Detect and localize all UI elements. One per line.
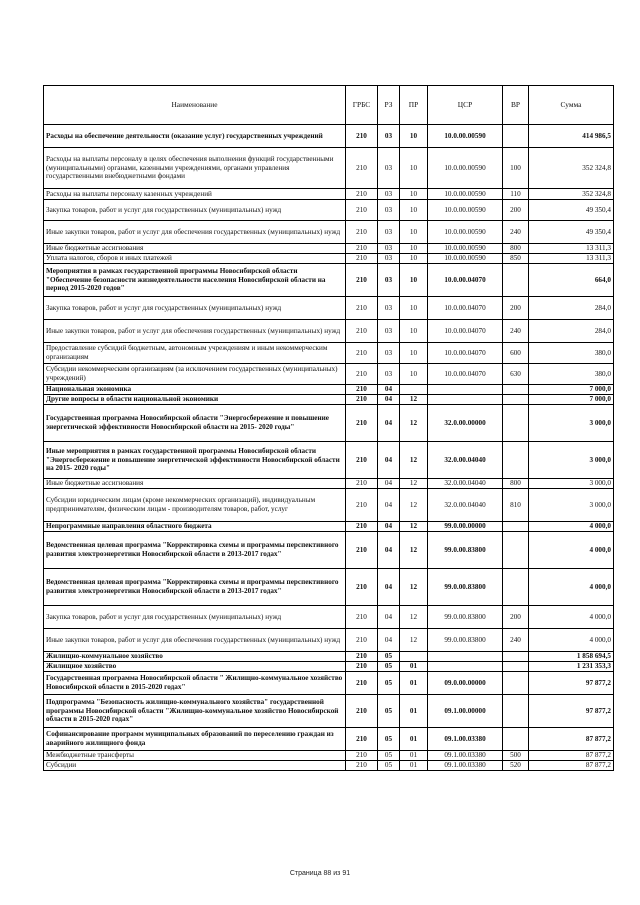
table-row bbox=[44, 297, 614, 320]
cell-grbs: 210 bbox=[346, 148, 378, 189]
cell-name: Расходы на обеспечение деятельности (оказание услуг) государственных учреждений bbox=[44, 125, 346, 148]
cell-sum: 284,0 bbox=[529, 297, 614, 320]
cell-rz: 04 bbox=[378, 405, 400, 442]
cell-vr: 800 bbox=[503, 244, 529, 254]
cell-pr: 01 bbox=[400, 662, 428, 672]
cell-vr bbox=[503, 125, 529, 148]
cell-csr: 10.0.00.04070 bbox=[428, 297, 503, 320]
cell-name: Субсидии bbox=[44, 761, 346, 771]
cell-csr: 32.0.00.00000 bbox=[428, 405, 503, 442]
cell-sum: 4 000,0 bbox=[529, 569, 614, 606]
cell-sum: 1 231 353,3 bbox=[529, 662, 614, 672]
cell-sum: 4 000,0 bbox=[529, 532, 614, 569]
cell-name: Закупка товаров, работ и услуг для государственных (муниципальных) нужд bbox=[44, 606, 346, 629]
cell-grbs: 210 bbox=[346, 405, 378, 442]
cell-vr bbox=[503, 442, 529, 479]
cell-grbs: 210 bbox=[346, 297, 378, 320]
cell-name: Иные бюджетные ассигнования bbox=[44, 479, 346, 489]
table-row bbox=[44, 264, 614, 297]
cell-rz: 04 bbox=[378, 479, 400, 489]
cell-grbs: 210 bbox=[346, 569, 378, 606]
cell-name: Закупка товаров, работ и услуг для государственных (муниципальных) нужд bbox=[44, 297, 346, 320]
cell-sum: 4 000,0 bbox=[529, 522, 614, 532]
cell-name: Непрограммные направления областного бюджета bbox=[44, 522, 346, 532]
cell-name: Расходы на выплаты персоналу в целях обеспечения выполнения функций государственными (муниципальными) органами, казенными учреждениями, органами управления государственными внебюджетными фондами bbox=[44, 148, 346, 189]
cell-csr: 99.0.00.83800 bbox=[428, 569, 503, 606]
cell-sum: 97 877,2 bbox=[529, 695, 614, 728]
cell-pr: 12 bbox=[400, 522, 428, 532]
cell-name: Жилищное хозяйство bbox=[44, 662, 346, 672]
cell-name: Иные закупки товаров, работ и услуг для обеспечения государственных (муниципальных) нужд bbox=[44, 629, 346, 652]
cell-sum: 1 858 694,5 bbox=[529, 652, 614, 662]
cell-name: Национальная экономика bbox=[44, 385, 346, 395]
cell-rz: 04 bbox=[378, 532, 400, 569]
cell-pr: 12 bbox=[400, 405, 428, 442]
table-row bbox=[44, 489, 614, 522]
cell-grbs: 210 bbox=[346, 320, 378, 343]
cell-csr: 10.0.00.00590 bbox=[428, 189, 503, 200]
cell-rz: 05 bbox=[378, 728, 400, 751]
cell-rz: 05 bbox=[378, 662, 400, 672]
cell-name: Расходы на выплаты персоналу казенных учреждений bbox=[44, 189, 346, 200]
cell-pr: 10 bbox=[400, 254, 428, 264]
cell-vr bbox=[503, 695, 529, 728]
cell-grbs: 210 bbox=[346, 652, 378, 662]
cell-pr: 12 bbox=[400, 532, 428, 569]
cell-name: Софинансирование программ муниципальных образований по переселению граждан из аварийного жилищного фонда bbox=[44, 728, 346, 751]
cell-vr: 200 bbox=[503, 200, 529, 221]
cell-rz: 05 bbox=[378, 751, 400, 761]
cell-rz: 05 bbox=[378, 761, 400, 771]
cell-grbs: 210 bbox=[346, 629, 378, 652]
cell-vr bbox=[503, 405, 529, 442]
cell-name: Мероприятия в рамках государственной программы Новосибирской области "Обеспечение безопасности жизнедеятельности населения Новосибирской области на период 2015-2020 годов" bbox=[44, 264, 346, 297]
cell-grbs: 210 bbox=[346, 125, 378, 148]
cell-vr: 810 bbox=[503, 489, 529, 522]
cell-pr bbox=[400, 652, 428, 662]
cell-sum: 352 324,8 bbox=[529, 148, 614, 189]
cell-sum: 87 877,2 bbox=[529, 761, 614, 771]
cell-name: Субсидии юридическим лицам (кроме некоммерческих организаций), индивидуальным предпринимателям, физическим лицам - производителям товаров, работ, услуг bbox=[44, 489, 346, 522]
cell-vr bbox=[503, 532, 529, 569]
cell-rz: 03 bbox=[378, 254, 400, 264]
cell-csr bbox=[428, 395, 503, 405]
table-row bbox=[44, 320, 614, 343]
cell-rz: 03 bbox=[378, 297, 400, 320]
cell-vr: 200 bbox=[503, 606, 529, 629]
table-row bbox=[44, 125, 614, 148]
cell-sum: 4 000,0 bbox=[529, 629, 614, 652]
cell-pr: 01 bbox=[400, 728, 428, 751]
table-row bbox=[44, 254, 614, 264]
cell-csr: 10.0.00.00590 bbox=[428, 125, 503, 148]
cell-pr: 01 bbox=[400, 672, 428, 695]
cell-grbs: 210 bbox=[346, 221, 378, 244]
cell-sum: 87 877,2 bbox=[529, 751, 614, 761]
cell-vr: 240 bbox=[503, 629, 529, 652]
page-number: Страница 88 из 91 bbox=[289, 870, 351, 877]
cell-rz: 04 bbox=[378, 385, 400, 395]
cell-rz: 03 bbox=[378, 264, 400, 297]
cell-grbs: 210 bbox=[346, 672, 378, 695]
cell-name: Ведомственная целевая программа "Корректировка схемы и программы перспективного развития электроэнергетики Новосибирской области в 2013-2017 годах" bbox=[44, 532, 346, 569]
table-row bbox=[44, 672, 614, 695]
cell-csr: 99.0.00.83800 bbox=[428, 606, 503, 629]
cell-csr: 09.1.00.00000 bbox=[428, 695, 503, 728]
cell-pr: 10 bbox=[400, 364, 428, 385]
table-row bbox=[44, 569, 614, 606]
cell-csr: 09.1.00.03380 bbox=[428, 728, 503, 751]
cell-rz: 03 bbox=[378, 189, 400, 200]
cell-grbs: 210 bbox=[346, 662, 378, 672]
cell-pr: 12 bbox=[400, 479, 428, 489]
header-pr: ПР bbox=[400, 86, 428, 125]
table-row bbox=[44, 343, 614, 364]
table-row bbox=[44, 751, 614, 761]
cell-name: Иные закупки товаров, работ и услуг для обеспечения государственных (муниципальных) нужд bbox=[44, 221, 346, 244]
table-body bbox=[44, 125, 614, 771]
cell-pr: 10 bbox=[400, 125, 428, 148]
cell-sum: 4 000,0 bbox=[529, 606, 614, 629]
cell-rz: 05 bbox=[378, 695, 400, 728]
cell-vr bbox=[503, 652, 529, 662]
cell-grbs: 210 bbox=[346, 264, 378, 297]
cell-rz: 03 bbox=[378, 200, 400, 221]
cell-name: Ведомственная целевая программа "Корректировка схемы и программы перспективного развития электроэнергетики Новосибирской области в 2013-2017 годах" bbox=[44, 569, 346, 606]
header-grbs: ГРБС bbox=[346, 86, 378, 125]
cell-name: Другие вопросы в области национальной экономики bbox=[44, 395, 346, 405]
cell-sum: 49 350,4 bbox=[529, 200, 614, 221]
cell-sum: 380,0 bbox=[529, 343, 614, 364]
cell-vr bbox=[503, 672, 529, 695]
table-row bbox=[44, 200, 614, 221]
cell-pr: 10 bbox=[400, 297, 428, 320]
cell-vr: 240 bbox=[503, 221, 529, 244]
table-row bbox=[44, 189, 614, 200]
table-row bbox=[44, 148, 614, 189]
table-row bbox=[44, 364, 614, 385]
header-sum: Сумма bbox=[529, 86, 614, 125]
cell-sum: 284,0 bbox=[529, 320, 614, 343]
cell-rz: 04 bbox=[378, 606, 400, 629]
cell-sum: 3 000,0 bbox=[529, 442, 614, 479]
cell-pr: 01 bbox=[400, 751, 428, 761]
cell-grbs: 210 bbox=[346, 695, 378, 728]
cell-grbs: 210 bbox=[346, 385, 378, 395]
table-row bbox=[44, 395, 614, 405]
cell-csr: 09.1.00.03380 bbox=[428, 751, 503, 761]
cell-pr: 01 bbox=[400, 761, 428, 771]
cell-grbs: 210 bbox=[346, 189, 378, 200]
cell-rz: 03 bbox=[378, 343, 400, 364]
cell-rz: 03 bbox=[378, 320, 400, 343]
cell-csr: 09.1.00.03380 bbox=[428, 761, 503, 771]
cell-name: Иные закупки товаров, работ и услуг для обеспечения государственных (муниципальных) нужд bbox=[44, 320, 346, 343]
cell-csr: 10.0.00.00590 bbox=[428, 244, 503, 254]
cell-pr: 10 bbox=[400, 221, 428, 244]
table-row bbox=[44, 629, 614, 652]
cell-name: Государственная программа Новосибирской области " Жилищно-коммунальное хозяйство Новосибирской области в 2015-2020 годах" bbox=[44, 672, 346, 695]
cell-vr bbox=[503, 569, 529, 606]
cell-rz: 03 bbox=[378, 244, 400, 254]
cell-csr: 10.0.00.04070 bbox=[428, 320, 503, 343]
cell-csr: 99.0.00.83800 bbox=[428, 532, 503, 569]
cell-vr bbox=[503, 385, 529, 395]
cell-csr: 10.0.00.04070 bbox=[428, 343, 503, 364]
cell-pr: 10 bbox=[400, 148, 428, 189]
cell-pr: 12 bbox=[400, 569, 428, 606]
table-row bbox=[44, 662, 614, 672]
cell-sum: 13 311,3 bbox=[529, 254, 614, 264]
cell-csr bbox=[428, 662, 503, 672]
cell-sum: 7 000,0 bbox=[529, 385, 614, 395]
header-csr: ЦСР bbox=[428, 86, 503, 125]
cell-csr: 10.0.00.00590 bbox=[428, 221, 503, 244]
cell-name: Иные мероприятия в рамках государственной программы Новосибирской области "Энергосбережение и повышение энергетической эффективности Новосибирской области на 2015- 2020 годы" bbox=[44, 442, 346, 479]
cell-pr: 10 bbox=[400, 244, 428, 254]
cell-grbs: 210 bbox=[346, 254, 378, 264]
cell-vr bbox=[503, 395, 529, 405]
table-row bbox=[44, 442, 614, 479]
cell-vr bbox=[503, 728, 529, 751]
cell-name: Субсидии некоммерческим организациям (за исключением государственных (муниципальных) учреждений) bbox=[44, 364, 346, 385]
cell-csr: 99.0.00.00000 bbox=[428, 522, 503, 532]
cell-pr: 10 bbox=[400, 343, 428, 364]
cell-csr: 10.0.00.00590 bbox=[428, 200, 503, 221]
cell-vr: 240 bbox=[503, 320, 529, 343]
cell-pr: 12 bbox=[400, 442, 428, 479]
cell-sum: 3 000,0 bbox=[529, 489, 614, 522]
cell-grbs: 210 bbox=[346, 532, 378, 569]
cell-grbs: 210 bbox=[346, 606, 378, 629]
cell-rz: 03 bbox=[378, 148, 400, 189]
cell-vr: 600 bbox=[503, 343, 529, 364]
table-row bbox=[44, 522, 614, 532]
cell-sum: 380,0 bbox=[529, 364, 614, 385]
cell-vr: 110 bbox=[503, 189, 529, 200]
cell-sum: 414 986,5 bbox=[529, 125, 614, 148]
cell-csr: 32.0.00.04040 bbox=[428, 489, 503, 522]
cell-rz: 03 bbox=[378, 221, 400, 244]
header-vr: ВР bbox=[503, 86, 529, 125]
cell-pr: 10 bbox=[400, 189, 428, 200]
cell-vr: 800 bbox=[503, 479, 529, 489]
header-name: Наименование bbox=[44, 86, 346, 125]
table-row bbox=[44, 761, 614, 771]
cell-name: Закупка товаров, работ и услуг для государственных (муниципальных) нужд bbox=[44, 200, 346, 221]
table-row bbox=[44, 728, 614, 751]
cell-vr bbox=[503, 662, 529, 672]
cell-sum: 664,0 bbox=[529, 264, 614, 297]
cell-rz: 04 bbox=[378, 522, 400, 532]
cell-csr: 32.0.00.04040 bbox=[428, 442, 503, 479]
table-row bbox=[44, 606, 614, 629]
cell-csr: 10.0.00.04070 bbox=[428, 364, 503, 385]
cell-sum: 49 350,4 bbox=[529, 221, 614, 244]
cell-name: Иные бюджетные ассигнования bbox=[44, 244, 346, 254]
cell-sum: 352 324,8 bbox=[529, 189, 614, 200]
cell-pr: 10 bbox=[400, 200, 428, 221]
cell-name: Государственная программа Новосибирской области "Энергосбережение и повышение энергетической эффективности Новосибирской области на 2015- 2020 годы" bbox=[44, 405, 346, 442]
cell-grbs: 210 bbox=[346, 728, 378, 751]
cell-csr: 10.0.00.00590 bbox=[428, 148, 503, 189]
cell-vr: 200 bbox=[503, 297, 529, 320]
cell-vr: 630 bbox=[503, 364, 529, 385]
cell-sum: 3 000,0 bbox=[529, 479, 614, 489]
table-row bbox=[44, 405, 614, 442]
cell-pr: 10 bbox=[400, 264, 428, 297]
cell-pr bbox=[400, 385, 428, 395]
cell-csr: 10.0.00.00590 bbox=[428, 254, 503, 264]
cell-grbs: 210 bbox=[346, 244, 378, 254]
cell-sum: 87 877,2 bbox=[529, 728, 614, 751]
cell-rz: 04 bbox=[378, 442, 400, 479]
cell-rz: 03 bbox=[378, 364, 400, 385]
cell-grbs: 210 bbox=[346, 522, 378, 532]
cell-rz: 04 bbox=[378, 629, 400, 652]
cell-grbs: 210 bbox=[346, 761, 378, 771]
table-row bbox=[44, 652, 614, 662]
cell-vr: 850 bbox=[503, 254, 529, 264]
cell-sum: 7 000,0 bbox=[529, 395, 614, 405]
table-row bbox=[44, 244, 614, 254]
cell-grbs: 210 bbox=[346, 751, 378, 761]
cell-csr: 09.0.00.00000 bbox=[428, 672, 503, 695]
cell-pr: 10 bbox=[400, 320, 428, 343]
cell-name: Жилищно-коммунальное хозяйство bbox=[44, 652, 346, 662]
cell-grbs: 210 bbox=[346, 479, 378, 489]
cell-pr: 12 bbox=[400, 395, 428, 405]
budget-table bbox=[43, 85, 614, 771]
cell-sum: 97 877,2 bbox=[529, 672, 614, 695]
table-row bbox=[44, 385, 614, 395]
cell-pr: 12 bbox=[400, 606, 428, 629]
cell-rz: 04 bbox=[378, 395, 400, 405]
cell-sum: 13 311,3 bbox=[529, 244, 614, 254]
cell-rz: 04 bbox=[378, 489, 400, 522]
cell-grbs: 210 bbox=[346, 200, 378, 221]
header-rz: РЗ bbox=[378, 86, 400, 125]
table-row bbox=[44, 695, 614, 728]
cell-vr: 500 bbox=[503, 751, 529, 761]
cell-csr: 99.0.00.83800 bbox=[428, 629, 503, 652]
cell-grbs: 210 bbox=[346, 442, 378, 479]
cell-vr bbox=[503, 522, 529, 532]
table-row bbox=[44, 221, 614, 244]
cell-rz: 03 bbox=[378, 125, 400, 148]
cell-grbs: 210 bbox=[346, 364, 378, 385]
cell-rz: 04 bbox=[378, 569, 400, 606]
cell-grbs: 210 bbox=[346, 343, 378, 364]
table-header-row bbox=[44, 86, 614, 125]
cell-name: Предоставление субсидий бюджетным, автономным учреждениям и иным некоммерческим организациям bbox=[44, 343, 346, 364]
cell-pr: 12 bbox=[400, 489, 428, 522]
cell-pr: 12 bbox=[400, 629, 428, 652]
cell-name: Межбюджетные трансферты bbox=[44, 751, 346, 761]
cell-vr bbox=[503, 264, 529, 297]
cell-vr: 520 bbox=[503, 761, 529, 771]
cell-rz: 05 bbox=[378, 672, 400, 695]
cell-sum: 3 000,0 bbox=[529, 405, 614, 442]
cell-grbs: 210 bbox=[346, 395, 378, 405]
cell-csr: 32.0.00.04040 bbox=[428, 479, 503, 489]
cell-csr bbox=[428, 385, 503, 395]
cell-rz: 05 bbox=[378, 652, 400, 662]
cell-csr bbox=[428, 652, 503, 662]
cell-grbs: 210 bbox=[346, 489, 378, 522]
cell-name: Подпрограмма "Безопасность жилищно-коммунального хозяйства" государственной программы Новосибирской области "Жилищно-коммунальное хозяйство Новосибирской области в 2015-2020 годах" bbox=[44, 695, 346, 728]
cell-pr: 01 bbox=[400, 695, 428, 728]
cell-vr: 100 bbox=[503, 148, 529, 189]
cell-csr: 10.0.00.04070 bbox=[428, 264, 503, 297]
table-row bbox=[44, 532, 614, 569]
cell-name: Уплата налогов, сборов и иных платежей bbox=[44, 254, 346, 264]
table-row bbox=[44, 479, 614, 489]
